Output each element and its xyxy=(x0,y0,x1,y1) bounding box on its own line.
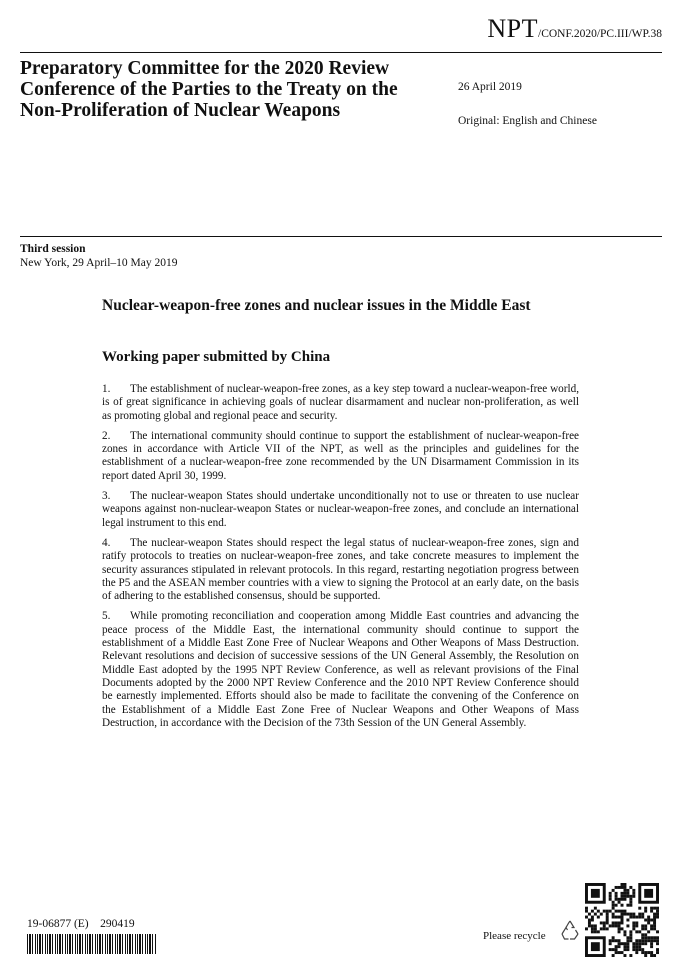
header-rule xyxy=(20,52,662,53)
session-label: Third session xyxy=(20,243,86,255)
symbol-main: NPT xyxy=(487,14,538,43)
session-location: New York, 29 April–10 May 2019 xyxy=(20,257,178,269)
committee-title: Preparatory Committee for the 2020 Review Conference of the Parties to the Treaty on the Non-Proliferation of Nuclear Weapons xyxy=(20,58,398,121)
paragraph-text: While promoting reconciliation and cooperation among Middle East countries and advancing the peace process of the Middle East, the international community should continue to support the establishment of a Middle East Zone Free of Nuclear Weapons and Other Weapons of Mass Destruction. Relevant resolutions and decision of successive sessions of the UN General Assembly, the Resolution on Middle East adopted by the 1995 NPT Review Conference, as well as relevant provisions of the Final Documents adopted by the 2000 NPT Review Conference and the 2010 NPT Review Conference should be earnestly implemented. Efforts should also be made to facilitate the convening of the Conference on the Establishment of a Middle East Zone Free of Nuclear Weapons and Other Weapons of Mass Destruction, in accordance with the Decision of the 73th Session of the UN General Assembly. xyxy=(102,610,579,729)
paragraph-text: The nuclear-weapon States should respect the legal status of nuclear-weapon-free zones, sign and ratify protocols to treaties on nuclear-weapon-free zones, and take concrete measures to implement the security assurances stipulated in relevant protocols. In this regard, restarting negotiation progress between the P5 and the ASEAN member countries with a view to signing the Protocol at an early date, on the basis of adhering to the established consensus, should be supported. xyxy=(102,536,579,603)
paragraph-number: 4. xyxy=(102,536,111,549)
document-number: 19-06877 (E) 290419 xyxy=(27,918,135,930)
paragraph xyxy=(102,383,579,423)
barcode-icon xyxy=(27,934,157,954)
section-rule xyxy=(20,236,662,237)
paragraph-number: 3. xyxy=(102,490,111,503)
document-title: Nuclear-weapon-free zones and nuclear issues in the Middle East xyxy=(102,297,531,314)
document-date: 26 April 2019 xyxy=(458,81,522,93)
paragraph-text: The international community should continue to support the establishment of nuclear-weapon-free zones in accordance with Article VII of the NPT, as well as the principles and guidelines for the establishment of a nuclear-weapon-free zone recommended by the UN Disarmament Commission in its report dated April 30, 1999. xyxy=(102,429,579,482)
paragraph-text: The establishment of nuclear-weapon-free zones, as a key step toward a nuclear-weapon-free world, is of great significance in achieving goals of nuclear disarmament and nuclear non-proliferation, as well as promoting global and regional peace and security. xyxy=(102,383,579,422)
paragraph-list xyxy=(102,383,579,737)
recycle-icon xyxy=(558,918,582,942)
paragraph-number: 1. xyxy=(102,383,111,395)
paragraph-text: The nuclear-weapon States should undertake unconditionally not to use or threaten to use nuclear weapons against non-nuclear-weapon States or nuclear-weapon-free zones, and conclude an international legal instrument to this end. xyxy=(102,490,579,529)
paragraph xyxy=(102,430,579,483)
recycle-text: Please recycle xyxy=(483,930,546,942)
document-subtitle: Working paper submitted by China xyxy=(102,349,331,365)
paragraph xyxy=(102,610,579,730)
symbol-sub: /CONF.2020/PC.III/WP.38 xyxy=(538,28,662,40)
paragraph xyxy=(102,537,579,603)
paragraph-number: 5. xyxy=(102,610,111,623)
paragraph-number: 2. xyxy=(102,429,111,442)
paragraph xyxy=(102,490,579,530)
original-language: Original: English and Chinese xyxy=(458,115,597,127)
document-symbol xyxy=(487,14,662,44)
qr-code-icon xyxy=(585,883,659,957)
